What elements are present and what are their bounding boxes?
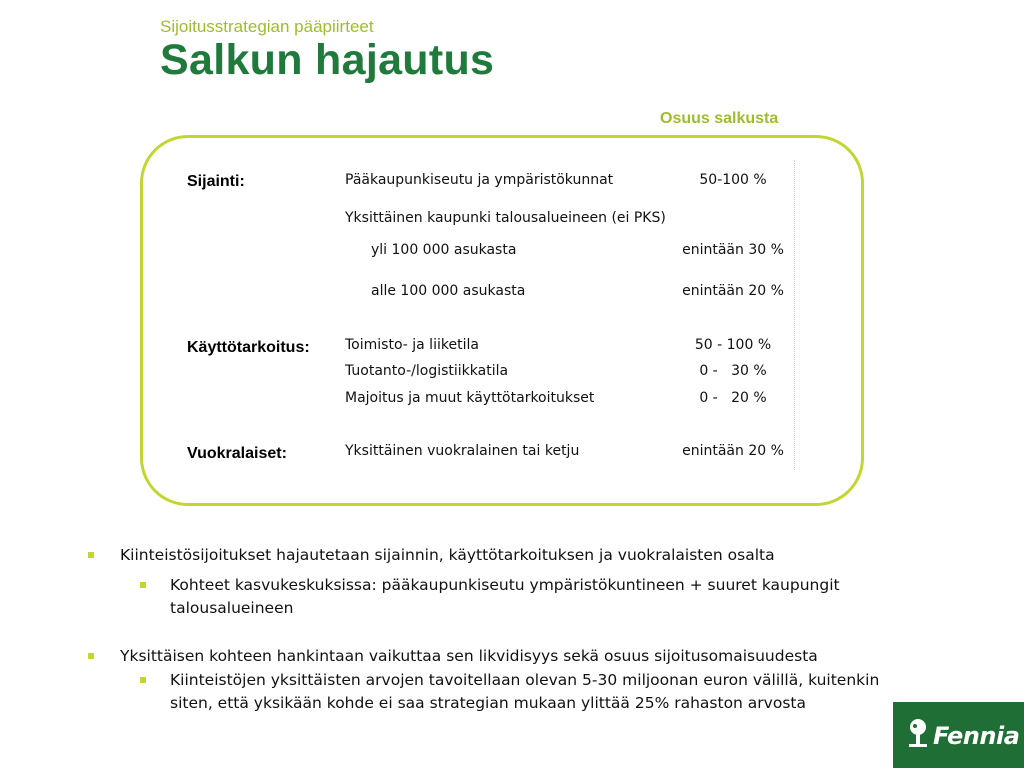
bullet-square-icon [88, 552, 94, 558]
slide-subtitle: Sijoitusstrategian pääpiirteet [160, 17, 374, 36]
bullet-text: Yksittäisen kohteen hankintaan vaikuttaa sen likvidisyys sekä osuus sijoitusomaisuudesta [120, 647, 818, 665]
bullet-text: Kohteet kasvukeskuksissa: pääkaupunkiseutu ympäristökuntineen + suuret kaupungit talousalueineen [170, 576, 840, 617]
row-item: alle 100 000 asukasta [371, 283, 526, 299]
bullet-list [88, 544, 908, 715]
row-value: enintään 20 % [682, 443, 784, 459]
fennia-tree-icon [905, 718, 931, 752]
category-usage: Käyttötarkoitus: [187, 339, 310, 356]
share-column-header: Osuus salkusta [660, 110, 779, 127]
bullet-square-icon [140, 677, 146, 683]
bullet-square-icon [88, 653, 94, 659]
category-tenants: Vuokralaiset: [187, 445, 287, 462]
category-location: Sijainti: [187, 173, 245, 190]
row-item: yli 100 000 asukasta [371, 242, 517, 258]
fennia-logo [893, 702, 1024, 768]
slide-title: Salkun hajautus [160, 36, 495, 84]
list-item [88, 645, 908, 668]
list-item [88, 544, 908, 567]
row-value: enintään 20 % [682, 283, 784, 299]
logo-text: Fennia [933, 722, 1020, 750]
bullet-text: Kiinteistöjen yksittäisten arvojen tavoitellaan olevan 5-30 miljoonan euron välillä, kuitenkin siten, että yksikään kohde ei saa strategian mukaan ylittää 25% rahaston arvosta [170, 671, 880, 712]
row-item: Majoitus ja muut käyttötarkoitukset [345, 390, 595, 406]
row-item: Pääkaupunkiseutu ja ympäristökunnat [345, 172, 614, 188]
row-value: 0 - 30 % [699, 363, 767, 379]
row-item: Tuotanto-/logistiikkatila [345, 363, 509, 379]
row-value: 0 - 20 % [699, 390, 767, 406]
row-item: Yksittäinen vuokralainen tai ketju [345, 443, 580, 459]
list-item [88, 574, 908, 620]
row-value: 50-100 % [699, 172, 767, 188]
column-divider [794, 160, 795, 470]
row-item: Toimisto- ja liiketila [345, 337, 479, 353]
row-value: enintään 30 % [682, 242, 784, 258]
bullet-text: Kiinteistösijoitukset hajautetaan sijainnin, käyttötarkoituksen ja vuokralaisten osalta [120, 546, 775, 564]
row-item: Yksittäinen kaupunki talousalueineen (ei PKS) [345, 210, 666, 226]
row-value: 50 - 100 % [694, 337, 772, 353]
list-item [88, 669, 908, 715]
bullet-square-icon [140, 582, 146, 588]
